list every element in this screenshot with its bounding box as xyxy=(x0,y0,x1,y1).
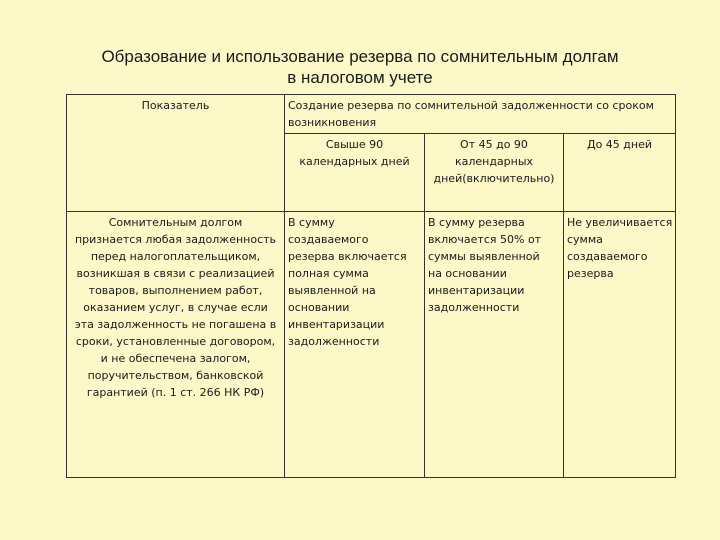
over-90-line: выявленной на xyxy=(288,284,376,297)
reserve-creation-header-line: возникновения xyxy=(288,116,377,129)
subheader-line: дней(включительно) xyxy=(433,172,555,185)
over-90-line: основании xyxy=(288,301,350,314)
under-45-line: сумма xyxy=(567,233,603,246)
under-45-cell xyxy=(564,212,676,478)
reserve-creation-header-line: Создание резерва по сомнительной задолженности со сроком xyxy=(288,99,654,112)
indicator-line: эта задолженность не погашена в xyxy=(74,318,277,331)
under-45-line: резерва xyxy=(567,267,614,280)
from-45-to-90-line: В сумму резерва xyxy=(428,216,525,229)
over-90-line: резерва включается xyxy=(288,250,407,263)
from-45-to-90-line: задолженности xyxy=(428,301,520,314)
indicator-header: Показатель xyxy=(141,99,210,112)
indicator-line: возникшая в связи с реализацией xyxy=(76,267,275,280)
reserve-table xyxy=(66,94,676,478)
indicator-line: оказанием услуг, в случае если xyxy=(83,301,268,314)
header-row xyxy=(67,95,676,134)
subheader-line: До 45 дней xyxy=(586,138,653,151)
from-45-to-90-line: суммы выявленной xyxy=(428,250,540,263)
subheader-line: календарных xyxy=(454,155,534,168)
over-90-line: В сумму xyxy=(288,216,335,229)
indicator-line: сроки, установленные договором, xyxy=(75,335,276,348)
subheader-line: Свыше 90 xyxy=(325,138,384,151)
indicator-header-cell xyxy=(67,95,285,212)
from-45-to-90-line: включается 50% от xyxy=(428,233,542,246)
page-title xyxy=(60,46,660,88)
subheader-over-90-cell xyxy=(285,134,425,212)
subheader-line: календарных дней xyxy=(299,155,410,168)
indicator-line: и не обеспечена залогом, xyxy=(100,352,251,365)
subheader-under-45-cell xyxy=(564,134,676,212)
title-line-1: Образование и использование резерва по сомнительным долгам xyxy=(101,47,619,66)
indicator-cell xyxy=(67,212,285,478)
over-90-line: инвентаризации xyxy=(288,318,385,331)
subheader-45-90-cell xyxy=(425,134,564,212)
over-90-line: создаваемого xyxy=(288,233,369,246)
indicator-line: товаров, выполнением работ, xyxy=(88,284,263,297)
indicator-line: перед налогоплательщиком, xyxy=(90,250,261,263)
over-90-cell xyxy=(285,212,425,478)
indicator-line: Сомнительным долгом xyxy=(108,216,243,229)
from-45-to-90-line: инвентаризации xyxy=(428,284,525,297)
from-45-to-90-cell xyxy=(425,212,564,478)
title-line-2: в налоговом учете xyxy=(287,68,433,87)
under-45-line: создаваемого xyxy=(567,250,648,263)
indicator-line: поручительством, банковской xyxy=(87,369,264,382)
data-row xyxy=(67,212,676,478)
over-90-line: задолженности xyxy=(288,335,380,348)
subheader-line: От 45 до 90 xyxy=(460,138,528,151)
over-90-line: полная сумма xyxy=(288,267,369,280)
indicator-line: гарантией (п. 1 ст. 266 НК РФ) xyxy=(86,386,265,399)
reserve-creation-header-cell xyxy=(285,95,676,134)
under-45-line: Не увеличивается xyxy=(567,216,673,229)
from-45-to-90-line: на основании xyxy=(428,267,507,280)
indicator-line: признается любая задолженность xyxy=(74,233,277,246)
